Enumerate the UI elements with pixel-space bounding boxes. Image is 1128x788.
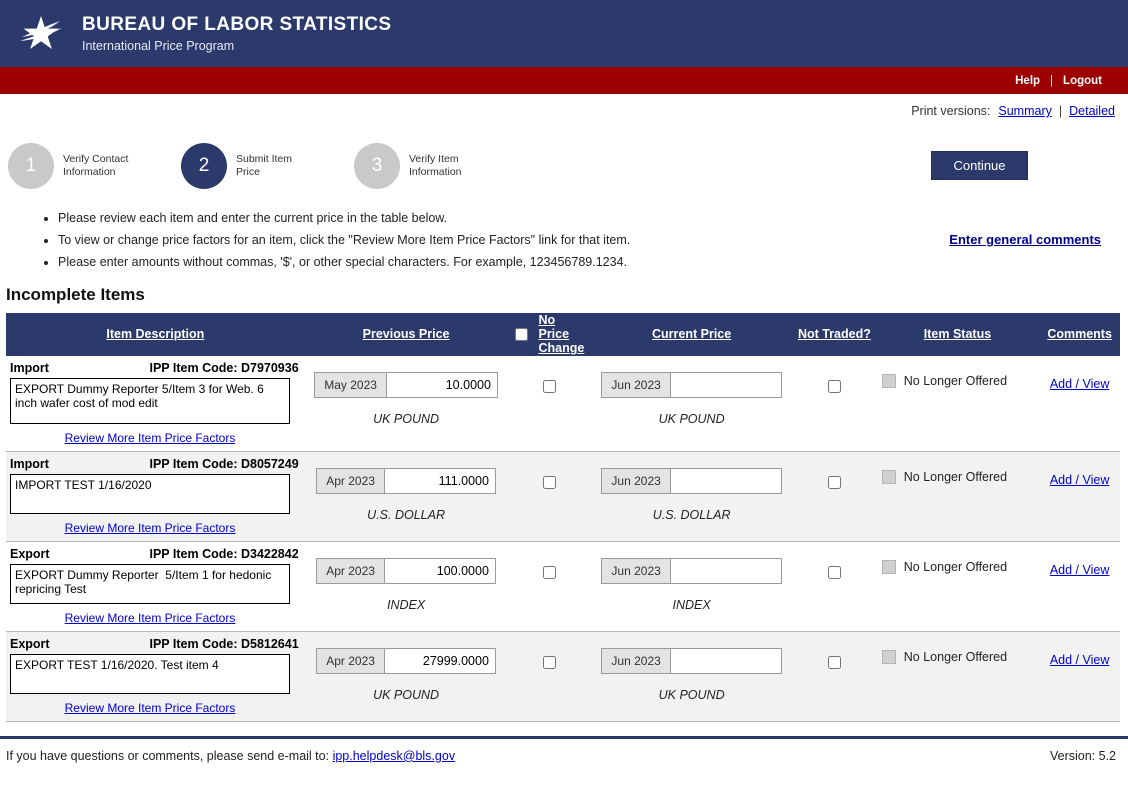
continue-button[interactable]: Continue [931,151,1028,180]
review-price-factors-link[interactable]: Review More Item Price Factors [64,430,236,445]
current-price-input[interactable] [671,649,781,673]
no-longer-offered-checkbox[interactable] [882,650,896,664]
previous-price-group [316,648,496,674]
nav-separator: | [1050,74,1054,87]
review-price-factors-link[interactable]: Review More Item Price Factors [64,520,236,535]
current-price-cell [590,541,793,631]
step-1-label-line2: Information [63,166,116,178]
previous-price-input [385,559,495,583]
step-1[interactable] [8,143,137,189]
help-link[interactable]: Help [1015,74,1041,87]
no-price-change-checkbox[interactable] [543,566,556,579]
instruction-item: • To view or change price factors for an item, click the "Review More Item Price Factors" link for that item. [58,232,1128,249]
comments-cell [1039,541,1120,631]
previous-price-input [387,373,497,397]
previous-price-cell [305,451,508,541]
review-price-factors-link[interactable]: Review More Item Price Factors [64,700,236,715]
item-description-input[interactable] [10,474,290,514]
previous-price-currency: INDEX [386,597,426,612]
not-traded-cell [793,356,876,452]
current-price-group [601,372,781,398]
item-code-label: IPP Item Code: [149,636,238,651]
col-comments[interactable] [1039,313,1120,356]
print-detailed-link[interactable]: Detailed [1069,104,1115,118]
bls-star-seal-icon [14,7,68,61]
footer-contact [6,749,455,763]
col-item-description-label: Item Description [106,327,205,342]
item-status-cell [876,631,1039,721]
instructions-block [0,204,1128,271]
site-header [0,0,1128,67]
previous-price-input [385,649,495,673]
step-2-label-line1: Submit Item [236,152,293,165]
col-no-price-change[interactable] [507,313,590,356]
step-3-label-line2: Information [409,166,462,178]
not-traded-checkbox[interactable] [828,566,841,579]
table-row [6,451,1120,541]
table-row [6,356,1120,452]
step-1-label [63,153,137,179]
current-price-period: Jun 2023 [602,469,670,493]
not-traded-checkbox[interactable] [828,476,841,489]
no-price-change-checkbox[interactable] [543,476,556,489]
utility-nav [0,67,1128,94]
previous-price-group [316,468,496,494]
col-current-price-label: Current Price [652,327,732,342]
item-status-label: No Longer Offered [903,373,1008,388]
comments-cell [1039,451,1120,541]
logout-link[interactable]: Logout [1063,74,1102,87]
current-price-group [601,648,781,674]
item-type: Export [10,636,50,651]
previous-price-currency: UK POUND [373,687,440,702]
item-code-value: D8057249 [240,456,299,471]
item-code-group [150,637,299,651]
no-longer-offered-checkbox[interactable] [882,374,896,388]
no-price-change-cell [507,541,590,631]
not-traded-cell [793,451,876,541]
agency-title: BUREAU OF LABOR STATISTICS [82,13,392,35]
item-description-input[interactable] [10,564,290,604]
site-footer [0,739,1128,763]
item-heading [10,457,299,471]
table-row [6,541,1120,631]
item-description-cell [6,451,305,541]
item-description-input[interactable] [10,654,290,694]
item-status-cell [876,356,1039,452]
previous-price-cell [305,541,508,631]
step-1-label-line1: Verify Contact [63,152,129,165]
version-label: Version: 5.2 [1049,748,1116,763]
item-status-cell [876,541,1039,631]
add-view-comments-link[interactable]: Add / View [1049,562,1110,577]
not-traded-checkbox[interactable] [828,380,841,393]
print-versions-label: Print versions: [911,104,991,118]
current-price-cell [590,356,793,452]
program-title: International Price Program [82,38,235,53]
current-price-currency: UK POUND [658,411,725,426]
previous-price-period: Apr 2023 [317,469,385,493]
item-type: Import [10,456,49,471]
step-2[interactable] [181,143,310,189]
col-item-status-label: Item Status [923,327,992,342]
item-code-label: IPP Item Code: [149,456,238,471]
print-separator: | [1058,104,1063,118]
previous-price-period: Apr 2023 [317,559,385,583]
comments-cell [1039,356,1120,452]
item-code-group [150,547,299,561]
item-code-value: D3422842 [240,546,299,561]
previous-price-period: May 2023 [315,373,387,397]
current-price-currency: UK POUND [658,687,725,702]
current-price-input[interactable] [671,559,781,583]
col-not-traded[interactable] [793,313,876,356]
previous-price-period: Apr 2023 [317,649,385,673]
table-row [6,631,1120,721]
table-header-row [6,313,1120,356]
step-1-number: 1 [8,143,54,189]
current-price-input[interactable] [671,469,781,493]
no-price-change-select-all-checkbox[interactable] [515,328,528,341]
footer-text: If you have questions or comments, please send e-mail to: [6,748,330,763]
current-price-period: Jun 2023 [602,649,670,673]
item-code-group [150,457,299,471]
header-titles [82,14,391,53]
review-price-factors-link[interactable]: Review More Item Price Factors [64,610,236,625]
current-price-cell [590,631,793,721]
previous-price-input [385,469,495,493]
item-heading [10,637,299,651]
item-status-label: No Longer Offered [903,559,1008,574]
item-code-value: D7970936 [240,360,299,375]
item-status-label: No Longer Offered [903,649,1008,664]
table-body [6,356,1120,722]
col-previous-price[interactable] [305,313,508,356]
col-comments-label: Comments [1047,327,1112,342]
current-price-period: Jun 2023 [602,559,670,583]
instruction-item: • Please enter amounts without commas, '$', or other special characters. For example, 123456789.1234. [58,254,1128,271]
enter-general-comments-link[interactable]: Enter general comments [949,232,1101,247]
item-code-label: IPP Item Code: [149,546,238,561]
no-price-change-checkbox[interactable] [543,656,556,669]
item-description-cell [6,541,305,631]
col-current-price[interactable] [590,313,793,356]
incomplete-items-table [6,313,1120,722]
no-price-change-cell [507,631,590,721]
item-description-cell [6,631,305,721]
current-price-group [601,558,781,584]
col-not-traded-label: Not Traded? [797,327,871,342]
no-price-change-cell [507,356,590,452]
step-2-label [236,153,310,179]
item-description-cell [6,356,305,452]
col-item-status[interactable] [876,313,1039,356]
helpdesk-email-link[interactable]: ipp.helpdesk@bls.gov [332,748,456,763]
previous-price-cell [305,356,508,452]
current-price-period: Jun 2023 [602,373,670,397]
previous-price-group [316,558,496,584]
item-code-value: D5812641 [240,636,299,651]
item-heading [10,361,299,375]
col-item-description[interactable] [6,313,305,356]
item-code-label: IPP Item Code: [149,360,238,375]
current-price-currency: INDEX [672,597,711,612]
item-type: Import [10,360,49,375]
instruction-item: • Please review each item and enter the current price in the table below. [58,210,1128,227]
table-header [6,313,1120,356]
previous-price-cell [305,631,508,721]
no-price-change-cell [507,451,590,541]
step-3[interactable] [354,143,483,189]
no-price-change-checkbox[interactable] [543,380,556,393]
not-traded-cell [793,631,876,721]
incomplete-items-title: Incomplete Items [6,284,145,304]
item-heading [10,547,299,561]
item-status-cell [876,451,1039,541]
step-2-number: 2 [181,143,227,189]
current-price-currency: U.S. DOLLAR [652,507,731,522]
no-longer-offered-checkbox[interactable] [882,560,896,574]
add-view-comments-link[interactable]: Add / View [1049,652,1110,667]
current-price-cell [590,451,793,541]
print-versions-row [0,94,1128,128]
step-3-label [409,153,483,179]
no-longer-offered-checkbox[interactable] [882,470,896,484]
item-description-input[interactable] [10,378,290,424]
comments-cell [1039,631,1120,721]
not-traded-checkbox[interactable] [828,656,841,669]
item-status-label: No Longer Offered [903,469,1008,484]
add-view-comments-link[interactable]: Add / View [1049,376,1110,391]
not-traded-cell [793,541,876,631]
step-3-label-line1: Verify Item [409,152,459,165]
previous-price-currency: U.S. DOLLAR [367,507,445,522]
step-indicator [0,128,1128,204]
previous-price-group [314,372,498,398]
print-summary-link[interactable]: Summary [998,104,1052,118]
step-2-label-line2: Price [236,166,260,178]
item-code-group [150,361,299,375]
col-previous-price-label: Previous Price [362,327,450,342]
current-price-input[interactable] [671,373,781,397]
step-3-number: 3 [354,143,400,189]
current-price-group [601,468,781,494]
add-view-comments-link[interactable]: Add / View [1049,472,1110,487]
col-no-price-change-label: No Price Change [538,312,585,356]
item-type: Export [10,546,50,561]
previous-price-currency: UK POUND [373,411,440,426]
